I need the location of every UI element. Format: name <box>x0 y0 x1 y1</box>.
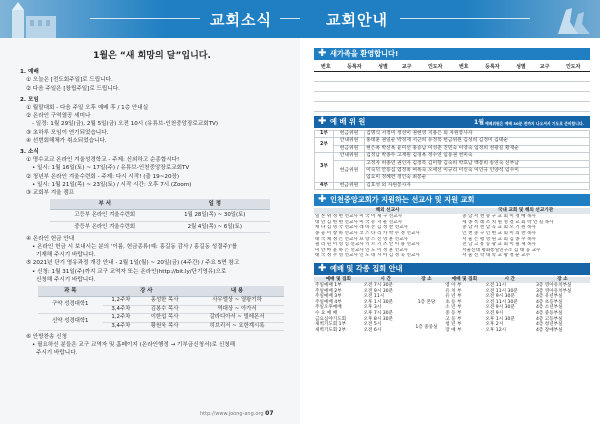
worship-title: 예 배 위 원 <box>330 117 366 126</box>
notice-line: ⑥ 안방찬송 신청 <box>26 333 67 340</box>
table-cell: 역대상 ~ 아가서 <box>190 305 284 313</box>
table-cell: 태 국 채 정 은 선교사 프 랑 스 진 영 훈 선교사 <box>315 236 408 242</box>
table-cell: 김명식 서정미 정선미 권현영 지용은 외 자원봉사자 <box>365 131 590 138</box>
table-header: 교구 <box>395 62 419 72</box>
table-cell: 주일예배 4부 <box>315 299 342 305</box>
notice-line: ① 오늘은 [전도회주일]로 드립니다. <box>26 77 113 84</box>
worship-table <box>314 130 590 190</box>
table-row <box>314 253 590 259</box>
schedule-table <box>314 277 590 333</box>
table-row <box>38 297 284 305</box>
table-cell: 헌금위원 <box>334 182 365 189</box>
table-header: 성별 <box>371 62 395 72</box>
table-cell: 필 리 핀 이 영 심 선교사 키 르 기 즈 안 이 용 선교사 <box>315 242 420 248</box>
table-cell: 전 남 고 흥 동 광 교 회 이 필 제 목사 <box>462 242 536 248</box>
table-cell: 수 요 예 배 <box>315 310 338 316</box>
missions-table <box>314 208 590 259</box>
table-row <box>315 153 590 160</box>
table-cell: 몽 골 이 창 하 선교사 코 스 타 리 카 박 수 정 선교사 <box>315 231 420 237</box>
table-cell: 세 종 특 례 조 치 원 성 결 교 회 박 인 길 목사 <box>462 219 554 225</box>
plus-icon: ✚ <box>318 48 327 59</box>
table-cell: 서 울 신 학 대 학 교 황 정 순 교수 <box>462 253 531 259</box>
table-row <box>314 72 590 82</box>
section-news <box>20 148 284 357</box>
table-header: 과 목 <box>38 286 103 297</box>
table-cell: 오후 1시 30분 <box>485 316 515 322</box>
table-cell: 미 얀 마 윤 하 은 선교사 인 도 이 정 훈 선교사 <box>315 247 408 253</box>
table-header: 시 간 <box>363 277 409 283</box>
table-cell: 1층 본당 <box>417 299 436 305</box>
notice-line: - 일정: 1월 29일(금), 2월 5일(금) 오전 10시 (유튜브-인천중앙장로교회TV) <box>32 121 219 128</box>
notice-line: ④ 선번회해체가 취소되었습니다. <box>26 137 107 144</box>
table-cell: 케 냐 김 명 국 선교사 레 바 논 김 정 찬 선교사 <box>315 225 408 231</box>
table-cell: 새벽기도회 2부 <box>315 327 347 333</box>
section-heading: 1. 예배 <box>20 69 39 76</box>
newcomer-table <box>314 62 590 112</box>
table-row <box>315 138 590 145</box>
table-cell: 4층 소년부실 <box>535 305 563 311</box>
table-cell: 오후 1시 30분 <box>363 299 394 305</box>
table-cell: 오전 9시 30분 <box>485 294 515 300</box>
table-row <box>315 131 590 138</box>
table-row <box>50 221 270 232</box>
section-worship <box>20 68 284 93</box>
table-row <box>315 182 590 189</box>
worship-month: 1월 <box>474 119 484 126</box>
table-cell: 오전 9시 30분 <box>363 288 394 294</box>
notice-line: ② 다음 주일은 [창립주일]로 드립니다. <box>26 85 120 92</box>
section-meetings <box>20 96 284 145</box>
table-header: 성별 <box>509 62 533 72</box>
table-cell: 오전 11시 30분 <box>485 299 518 305</box>
table-cell: 주일예배 2부 <box>315 288 342 294</box>
table-cell: 오전 6시 <box>363 327 382 333</box>
table-cell: 고 등 부 <box>445 316 462 322</box>
table-row <box>315 160 590 167</box>
notice-line: ② 청년부 온라인 겨울수련회 - 주제: 다시 시작! (출 19~20장) <box>26 173 180 180</box>
main-title: 1월은 “새 희망의 달”입니다. <box>93 51 211 61</box>
missions-bar <box>314 194 590 206</box>
right-header <box>300 0 600 38</box>
missions-title: 인천중앙교회가 지원하는 선교사 및 지원 교회 <box>330 195 475 205</box>
footer-url[interactable]: http://www.joong-ang.org <box>200 411 264 417</box>
table-cell: 오전 11시 <box>363 294 385 300</box>
table-header: 인도자 <box>418 62 451 72</box>
table-row <box>314 328 590 334</box>
table-cell: 이숙덕 안동심 염정옥 여옥숙 오세선 이규리 이신숙 이인규 인양석 임수미 <box>365 168 590 175</box>
schedule-title: 예배 및 각종 집회 안내 <box>330 264 403 273</box>
plus-icon: ✚ <box>318 194 327 206</box>
left-header-title: 교회소식 <box>210 11 272 29</box>
table-row <box>315 145 590 152</box>
notice-line: ③ 초하루 모임이 연기되었습니다. <box>26 129 109 136</box>
table-row <box>50 210 270 221</box>
table-cell: 4층 고등부실 <box>535 316 563 322</box>
table-cell: 4층 초등부실 <box>535 299 563 305</box>
table-cell: 3,4주차 <box>103 305 140 313</box>
table-row <box>38 314 284 322</box>
notice-line: ③ 교회부 겨울 캠프 <box>26 190 75 197</box>
table-row <box>314 82 590 92</box>
table-row <box>314 92 590 102</box>
table-header: 교구 <box>533 62 557 72</box>
worship-bar <box>314 116 590 128</box>
notice-line: • 신청: 1월 31일(주)까지 교구 교역자 또는 온라인(http://bit.ly/단기영유)으로 <box>32 268 227 275</box>
table-cell: 중등부 온라인 겨울수련회 <box>50 221 160 232</box>
section-heading: 3. 소식 <box>20 149 39 156</box>
notice-line: ⑤ 2021년 단기 영유과정 개강 안내 - 2월 1일(월) ~ 20일(금) (4주간) / 주요 5면 참고 <box>26 260 240 267</box>
table-cell: 태 국 정 주 영 선교사 인 도 네 시 아 김 정 욱 선교사 <box>315 253 420 259</box>
table-cell: 주일예배 3부 <box>315 294 342 300</box>
table-header: 예배 및 집회 <box>314 277 363 283</box>
plus-icon: ✚ <box>318 116 327 127</box>
table-cell: 4부 <box>315 182 334 189</box>
worship-note: 예배위원은 예배 30분 전까지 나오셔서 기도로 준비합니다. <box>484 121 584 126</box>
notice-line: • 온라인 헌금 시 보내시는 분의 '이름, 헌금종류(예: 홍길동 감사 / 홍길동 성결주)'를 <box>32 244 238 251</box>
table-cell: 주일예배 1부 <box>315 283 342 288</box>
table-header: 인도자 <box>556 62 590 72</box>
notice-line: • 일시: 1월 16일(토) ~ 17일(주) / 유튜브-인천중앙장로교회TV <box>32 165 190 172</box>
table-cell: 장 애 부 <box>445 327 462 333</box>
page-footer <box>200 410 274 417</box>
table-cell: 인 천 중 구 인 현 교 회 이 의 찬 목사 <box>462 231 536 237</box>
table-cell: 1부 <box>315 131 334 138</box>
table-cell: 오후 2시 <box>485 322 504 328</box>
page-number: 07 <box>265 410 274 417</box>
table-cell: 유 치 부 <box>445 288 462 294</box>
table-cell: 서 울 은 평 영 원 교 회 김 종 수 목사 <box>462 236 536 242</box>
notice-line: • 필요하신 분들은 교구 교역자 및 홈페이지 (온라인행정 → 기부금신청서)로 신청해 <box>32 342 236 349</box>
table-cell: 사무엘상 ~ 열왕기하 <box>190 297 284 305</box>
table-cell: 헌금위원 <box>334 145 365 152</box>
table-cell: 오전 11시 30분 <box>485 288 518 294</box>
table-cell: 일 본 위 정 현 선교사 미 국 이 제 구 선교사 <box>315 214 403 220</box>
table-cell: 홍성한 목사 <box>139 297 190 305</box>
table-cell: 2부 <box>315 138 334 153</box>
table-cell: 금요심야기도회 <box>315 316 347 322</box>
notice-line: ① 월말대회 - 다음 주일 오후 예배 후 / 1층 안내실 <box>26 105 149 112</box>
table-cell: 4층 장애부실 <box>535 327 563 333</box>
table-cell: 중 등 부 <box>445 310 462 316</box>
table-cell: 초 등 부 <box>445 299 462 305</box>
right-page <box>300 0 600 424</box>
notice-line: 신청해 주시기 바랍니다. <box>36 276 96 283</box>
notice-line: • 일시: 1월 21일(목) ~ 23일(토) / 시작 시간: 오후 7시 (Zoom) <box>32 181 192 188</box>
table-header: 등록자 <box>476 62 509 72</box>
table-cell: 오후 12시 <box>485 327 507 333</box>
table-cell: 소 년 부 <box>445 305 462 311</box>
notice-line: 주시기 바랍니다. <box>36 350 78 357</box>
table-cell: 4층 중등부실 <box>535 310 563 316</box>
table-header: 내 용 <box>190 286 284 297</box>
table-header: 강 사 <box>103 286 190 297</box>
table-cell: 헌금위원 <box>334 160 365 182</box>
table-cell: 3부 <box>315 153 334 183</box>
table-cell: 오전 9시 30분 <box>485 305 515 311</box>
plus-icon: ✚ <box>318 263 327 274</box>
right-header-title: 교회안내 <box>326 11 388 29</box>
table-cell: 주일오후예배 <box>315 305 342 311</box>
schedule-bar <box>314 263 590 275</box>
table-cell: 임요미 정혜련 정인숙 최봉순 <box>365 175 590 182</box>
table-cell: 구약 성경대학1 <box>38 297 103 314</box>
table-cell: 1,2주차 <box>103 297 140 305</box>
table-header: 시 간 <box>484 277 534 283</box>
table-cell: 김봉수 목사 <box>139 305 190 313</box>
praying-hands-icon <box>548 4 594 34</box>
course-table <box>38 286 284 331</box>
table-cell: 김호성 외 자원봉사자 <box>365 182 590 189</box>
table-cell: 고정자 허종연 권인자 김정복 김미향 김숙희 박호남 백봉희 송연숙 신부남 <box>365 160 590 167</box>
newcomer-title: 새가족을 환영합니다! <box>330 49 399 58</box>
table-cell: 신약 성경대학1 <box>38 314 103 331</box>
table-cell: 영 아 부 <box>445 283 462 288</box>
table-cell: 새벽기도회 1부 <box>315 322 347 328</box>
table-cell: 4층 유년부실 <box>535 294 563 300</box>
table-header: 국내 교회 및 해외 선교기관 <box>461 208 590 214</box>
table-header: 부 서 <box>50 199 160 210</box>
table-cell: 충 남 서 천 중 구 교 회 이 정 배 목사 <box>462 214 536 220</box>
notice-line: ① 명수교교 온라인 겨울성경학교 - 주제: 신외하고 순종합시다! <box>26 157 180 164</box>
table-cell: 오후 3시 <box>363 305 382 311</box>
table-cell: 오후 7시 30분 <box>363 310 394 316</box>
table-header: 일 정 <box>160 199 270 210</box>
table-header: 번호 <box>452 62 476 72</box>
table-cell: 오전 7시 30분 <box>363 283 394 288</box>
table-cell: 안내위원 <box>334 138 365 145</box>
table-cell: 오전 9시 <box>485 310 504 316</box>
table-cell: 2월 4일(목) ~ 6일(토) <box>160 221 270 232</box>
table-cell: 갈라디아서 ~ 빌레몬서 <box>190 314 284 322</box>
table-header: 번호 <box>314 62 338 72</box>
section-heading: 2. 모임 <box>20 96 39 103</box>
church-building-icon <box>4 2 74 38</box>
table-cell: 대 만 김 한 현 선교사 미 국 유 지 운 선교사 <box>315 219 403 225</box>
notice-line: ② 온라인 구역열공 세미나 <box>26 113 91 120</box>
table-cell: 서울신대 평화통일연구소 김 태 웅 교수 <box>462 247 541 253</box>
table-cell: 홍태훈 권일순 박경재 서근희 유정복 헌금위원 김성희 김정미 김태순 <box>365 138 590 145</box>
table-cell: 1,2주차 <box>103 314 140 322</box>
table-row <box>314 102 590 112</box>
table-cell: 헌금위원 <box>334 131 365 138</box>
table-cell: 오후 8시 30분 <box>363 316 394 322</box>
table-cell: 1월 28일(목) ~ 30일(토) <box>160 210 270 221</box>
table-cell: 이한섭 목사 <box>139 314 190 322</box>
notice-line: 기재해 주시기 바랍니다. <box>36 252 96 259</box>
table-cell: 김정남 박종두 고재원 김경옥 정수연 임동권 천미숙 <box>365 153 590 160</box>
table-cell: 3층 영아유치부실 <box>535 283 572 288</box>
table-header: 예배 및 집회 <box>444 277 484 283</box>
table-cell: 유 년 부 <box>445 294 462 300</box>
table-cell: 고등부 온라인 겨울수련회 <box>50 210 160 221</box>
table-cell: 현은옥 박선옥 윤미선 홍승남 이성춘 진민숙 이영숙 임정희 천광길 황재순 <box>365 145 590 152</box>
table-cell: 오전 11시 <box>485 283 507 288</box>
table-header: 해외 선교사 <box>314 208 461 214</box>
table-cell: 3층 영아유치부실 <box>535 288 572 294</box>
table-cell: 충 남 서 천 남 곡 교 회 오 기 원 목사 <box>462 225 536 231</box>
table-cell: 황원욱 목사 <box>139 322 190 330</box>
table-header: 장 소 <box>409 277 444 283</box>
table-cell: 4층 청년부실 <box>535 322 563 328</box>
table-cell: 3,4주차 <box>103 322 140 330</box>
table-header: 등록자 <box>338 62 371 72</box>
notice-line: ④ 온라인 헌금 안내 <box>26 235 75 242</box>
table-cell: 히브리서 ~ 요한계시록 <box>190 322 284 330</box>
table-cell: 안내위원 <box>334 153 365 160</box>
table-cell: 청 년 부 <box>445 322 462 328</box>
left-header <box>0 0 300 38</box>
table-cell: 1층 중중실 <box>415 324 438 330</box>
newcomer-bar <box>314 48 590 60</box>
camp-table <box>50 199 270 233</box>
table-header: 장 소 <box>535 277 590 283</box>
table-cell: 오전 5시 <box>363 322 382 328</box>
